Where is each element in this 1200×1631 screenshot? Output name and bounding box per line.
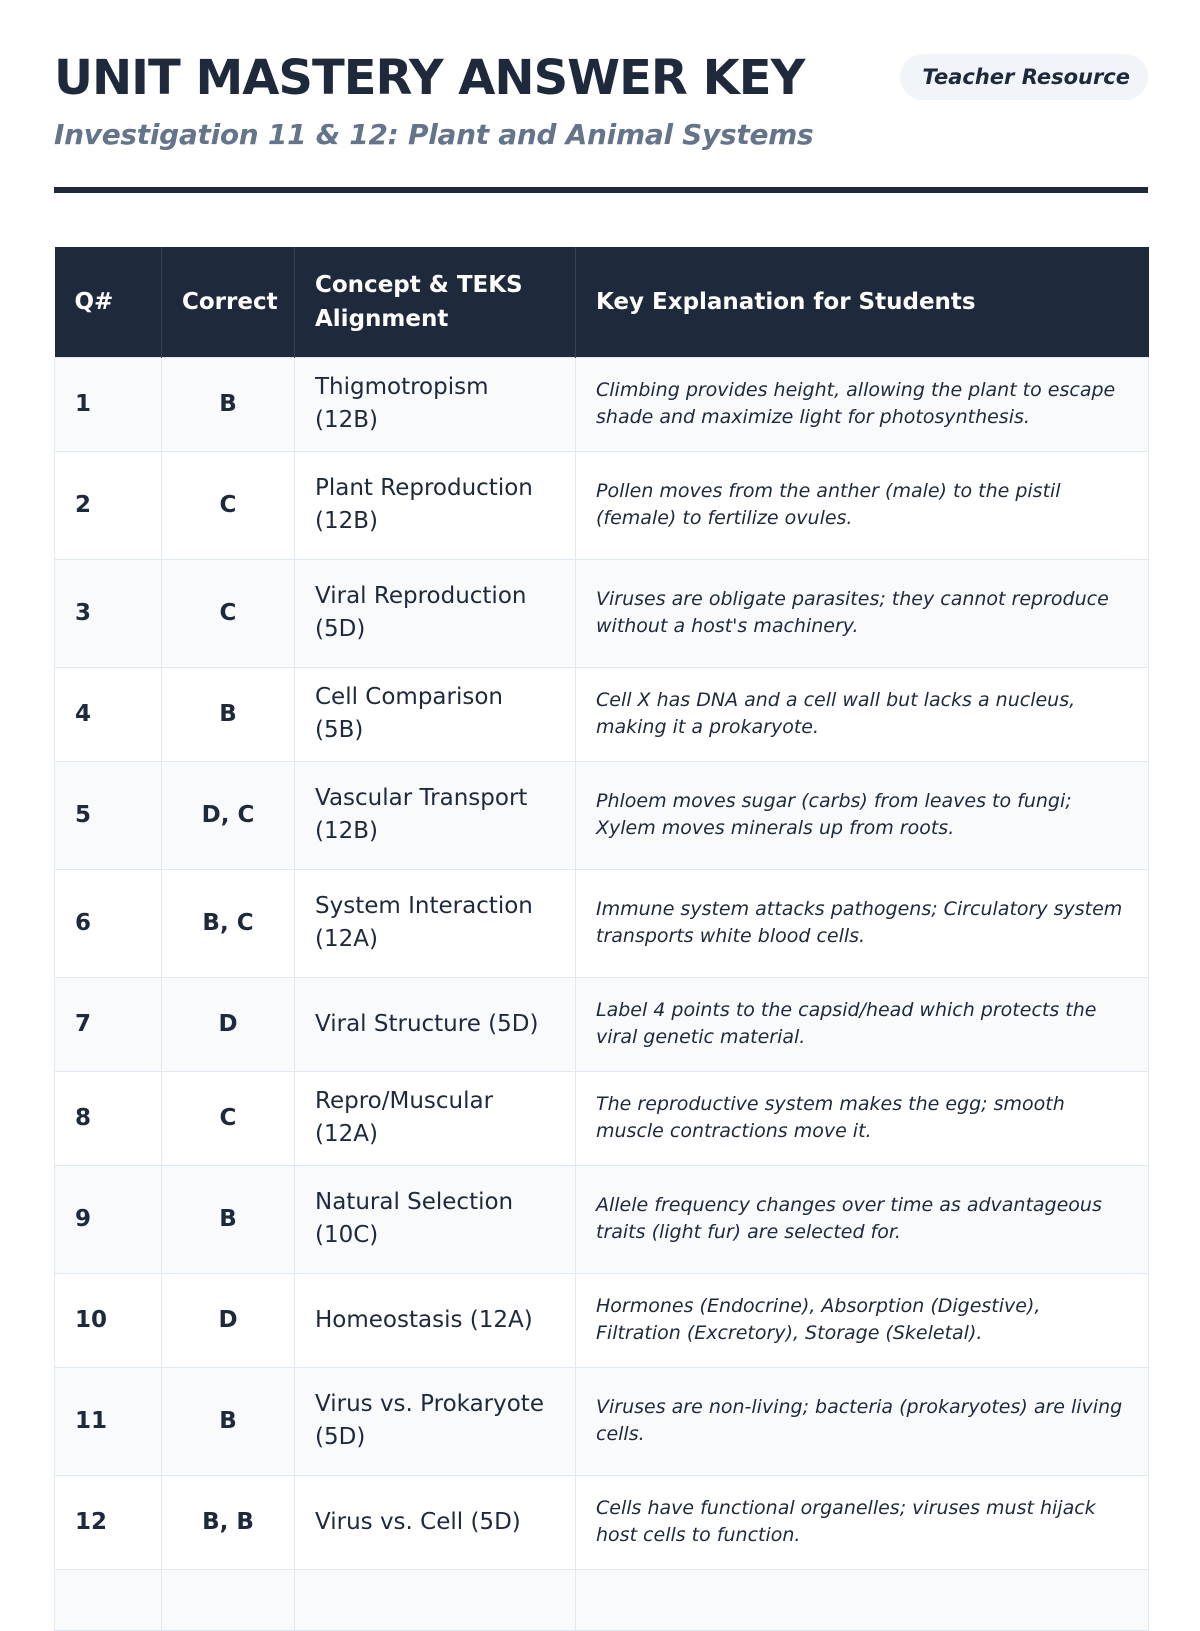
column-header-correct: Correct <box>162 247 295 357</box>
question-number: 4 <box>55 667 162 761</box>
page-header <box>54 0 1148 194</box>
correct-answer: C <box>162 559 295 667</box>
table-row <box>55 451 1149 559</box>
question-number: 3 <box>55 559 162 667</box>
table-row <box>55 559 1149 667</box>
table-row <box>55 1367 1149 1475</box>
page-title: UNIT MASTERY ANSWER KEY <box>54 50 805 106</box>
correct-answer: C <box>162 1071 295 1165</box>
correct-answer: D <box>162 1273 295 1367</box>
correct-answer: B <box>162 667 295 761</box>
explanation: Allele frequency changes over time as advantageous traits (light fur) are selected for. <box>576 1165 1149 1273</box>
explanation: Viruses are obligate parasites; they cannot reproduce without a host's machinery. <box>576 559 1149 667</box>
column-header-concept: Concept & TEKS Alignment <box>295 247 576 357</box>
question-number: 2 <box>55 451 162 559</box>
explanation: Climbing provides height, allowing the plant to escape shade and maximize light for photosynthesis. <box>576 357 1149 451</box>
correct-answer: D <box>162 977 295 1071</box>
question-number: 11 <box>55 1367 162 1475</box>
explanation: Label 4 points to the capsid/head which protects the viral genetic material. <box>576 977 1149 1071</box>
concept-teks: Virus vs. Prokaryote (5D) <box>295 1367 576 1475</box>
table-row <box>55 667 1149 761</box>
table-row <box>55 1273 1149 1367</box>
question-number: 1 <box>55 357 162 451</box>
teacher-resource-badge: Teacher Resource <box>900 54 1148 100</box>
concept-teks: System Interaction (12A) <box>295 869 576 977</box>
explanation: Hormones (Endocrine), Absorption (Digestive), Filtration (Excretory), Storage (Skeletal). <box>576 1273 1149 1367</box>
answer-key-table <box>54 247 1149 1631</box>
concept-teks: Homeostasis (12A) <box>295 1273 576 1367</box>
explanation: The reproductive system makes the egg; smooth muscle contractions move it. <box>576 1071 1149 1165</box>
correct-answer: B, C <box>162 869 295 977</box>
table-row <box>55 1165 1149 1273</box>
question-number: 12 <box>55 1475 162 1569</box>
table-row <box>55 1071 1149 1165</box>
concept-teks: Viral Reproduction (5D) <box>295 559 576 667</box>
answer-key-page <box>54 0 1148 1546</box>
explanation: Phloem moves sugar (carbs) from leaves to fungi; Xylem moves minerals up from roots. <box>576 761 1149 869</box>
explanation: Pollen moves from the anther (male) to the pistil (female) to fertilize ovules. <box>576 451 1149 559</box>
table-row <box>55 761 1149 869</box>
concept-teks: Virus vs. Cell (5D) <box>295 1475 576 1569</box>
table-row <box>55 869 1149 977</box>
question-number: 6 <box>55 869 162 977</box>
question-number: 9 <box>55 1165 162 1273</box>
concept-teks: Viral Structure (5D) <box>295 977 576 1071</box>
table-row <box>55 1475 1149 1569</box>
table-row <box>55 977 1149 1071</box>
column-header-question: Q# <box>55 247 162 357</box>
question-number: 8 <box>55 1071 162 1165</box>
table-header <box>55 247 1149 357</box>
explanation: Cell X has DNA and a cell wall but lacks a nucleus, making it a prokaryote. <box>576 667 1149 761</box>
concept-teks: Vascular Transport (12B) <box>295 761 576 869</box>
correct-answer: B <box>162 1367 295 1475</box>
page-subtitle: Investigation 11 & 12: Plant and Animal Systems <box>54 118 814 151</box>
question-number: 10 <box>55 1273 162 1367</box>
correct-answer: C <box>162 451 295 559</box>
column-header-explanation: Key Explanation for Students <box>596 288 976 315</box>
concept-teks: Plant Reproduction (12B) <box>295 451 576 559</box>
question-number: 5 <box>55 761 162 869</box>
concept-teks: Cell Comparison (5B) <box>295 667 576 761</box>
concept-teks: Natural Selection (10C) <box>295 1165 576 1273</box>
table-body <box>55 357 1149 1630</box>
explanation: Immune system attacks pathogens; Circulatory system transports white blood cells. <box>576 869 1149 977</box>
correct-answer: B, B <box>162 1475 295 1569</box>
explanation: Cells have functional organelles; viruses must hijack host cells to function. <box>576 1475 1149 1569</box>
correct-answer: B <box>162 1165 295 1273</box>
concept-teks: Thigmotropism (12B) <box>295 357 576 451</box>
table-row <box>55 357 1149 451</box>
correct-answer: D, C <box>162 761 295 869</box>
explanation: Viruses are non-living; bacteria (prokaryotes) are living cells. <box>576 1367 1149 1475</box>
question-number: 7 <box>55 977 162 1071</box>
concept-teks: Repro/Muscular (12A) <box>295 1071 576 1165</box>
correct-answer: B <box>162 357 295 451</box>
header-divider <box>54 187 1148 193</box>
